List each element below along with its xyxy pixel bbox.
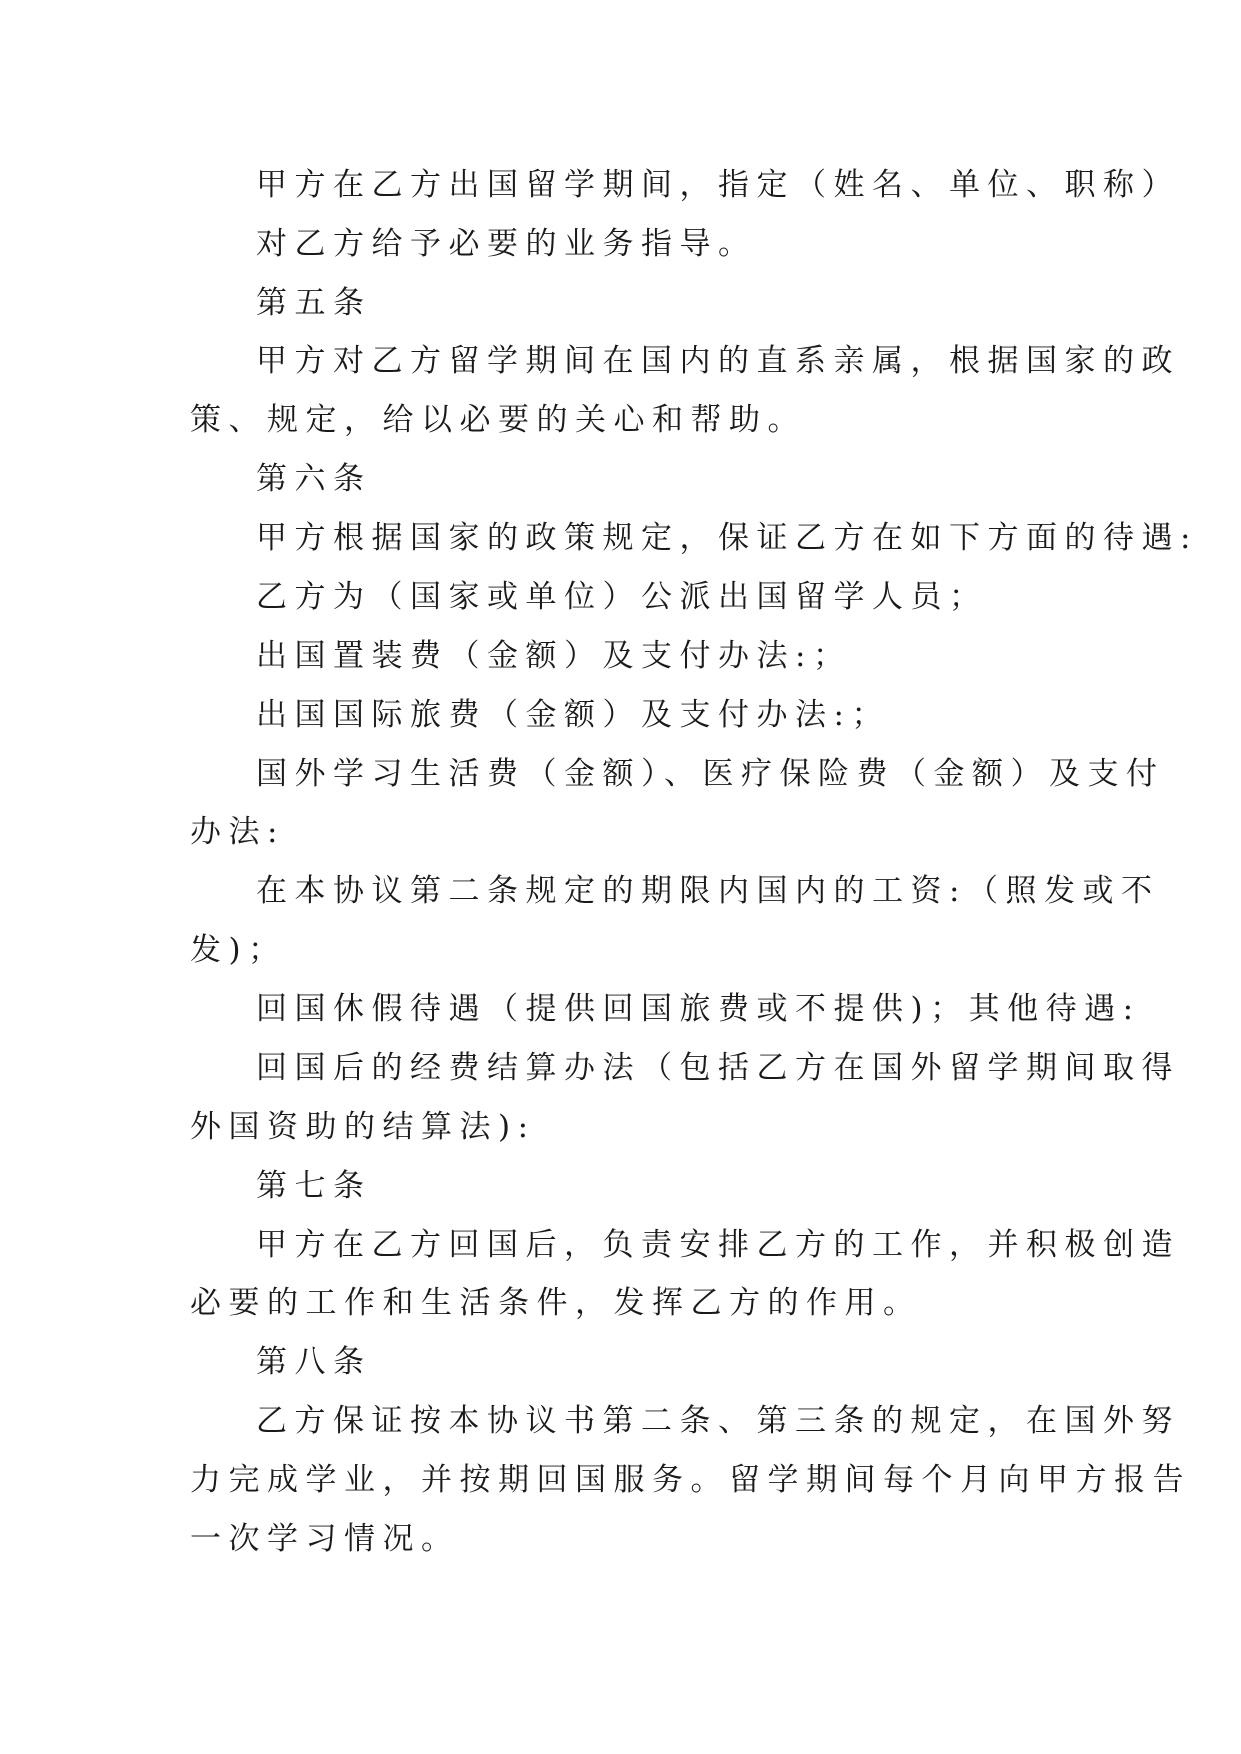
paragraph-line: 乙方为（国家或单位）公派出国留学人员； bbox=[256, 579, 988, 615]
paragraph-line: 办法: bbox=[190, 814, 285, 850]
paragraph-line: 在本协议第二条规定的期限内国内的工资:（照发或不 bbox=[256, 873, 1160, 909]
paragraph-line: 必要的工作和生活条件，发挥乙方的作用。 bbox=[190, 1285, 922, 1321]
paragraph-line: 外国资助的结算法): bbox=[190, 1109, 536, 1145]
article-heading: 第六条 bbox=[256, 461, 372, 497]
paragraph-line: 一次学习情况。 bbox=[190, 1521, 460, 1557]
paragraph-line: 策、规定，给以必要的关心和帮助。 bbox=[190, 402, 806, 438]
paragraph-line: 对乙方给予必要的业务指导。 bbox=[256, 226, 757, 262]
paragraph-line: 发)； bbox=[190, 932, 287, 968]
paragraph-line: 回国后的经费结算办法（包括乙方在国外留学期间取得 bbox=[256, 1050, 1180, 1086]
paragraph-line: 甲方在乙方出国留学期间，指定（姓名、单位、职称） bbox=[256, 167, 1180, 203]
article-heading: 第五条 bbox=[256, 285, 372, 321]
article-heading: 第七条 bbox=[256, 1168, 372, 1204]
paragraph-line: 甲方对乙方留学期间在国内的直系亲属，根据国家的政 bbox=[256, 343, 1180, 379]
paragraph-line: 出国置装费（金额）及支付办法:； bbox=[256, 638, 852, 674]
article-heading: 第八条 bbox=[256, 1344, 372, 1380]
paragraph-line: 甲方根据国家的政策规定，保证乙方在如下方面的待遇: bbox=[256, 520, 1198, 556]
paragraph-line: 乙方保证按本协议书第二条、第三条的规定，在国外努 bbox=[256, 1403, 1180, 1439]
paragraph-line: 回国休假待遇（提供回国旅费或不提供)；其他待遇: bbox=[256, 991, 1141, 1027]
paragraph-line: 甲方在乙方回国后，负责安排乙方的工作，并积极创造 bbox=[256, 1227, 1180, 1263]
paragraph-line: 国外学习生活费（金额）、医疗保险费（金额）及支付 bbox=[256, 756, 1165, 792]
paragraph-line: 出国国际旅费（金额）及支付办法:； bbox=[256, 697, 890, 733]
paragraph-line: 力完成学业，并按期回国服务。留学期间每个月向甲方报告 bbox=[190, 1462, 1191, 1498]
